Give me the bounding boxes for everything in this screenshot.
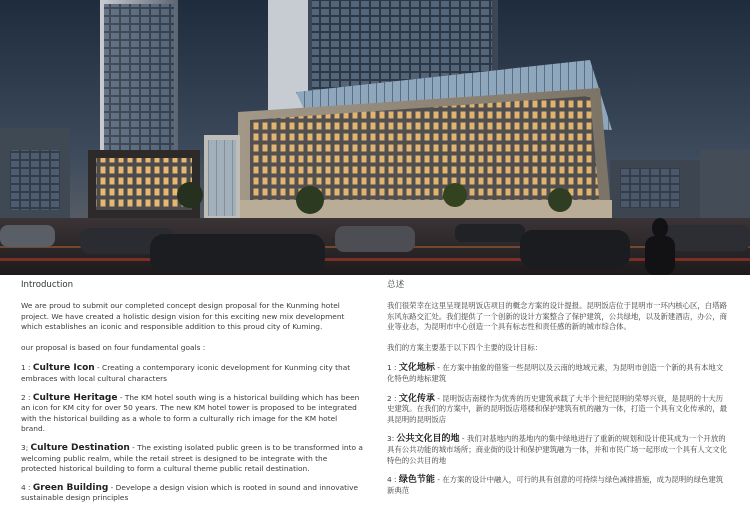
goals-lead: our proposal is based on four fundamental goals : — [21, 342, 206, 352]
goal-text: - 在方案中抽象的借鉴一些昆明以及云南的地域元素，为昆明市创造一个新的具有本地文化特色的地标建筑 — [387, 363, 724, 383]
intro-paragraph-cn: 我们很荣幸在这里呈现昆明饭店项目的概念方案的设计提报。昆明饭店位于昆明市一环内核心区，白塔路东风东路交汇处。我们提供了一个创新的设计方案整合了保护建筑，公共绿地，以及新建酒店，办公，商业等业态，为昆明市中心创造一个具有标志性和责任感的新的城市综合体。 — [387, 301, 727, 332]
goal-number: 2 : — [21, 392, 33, 402]
goal-number: 4 : — [21, 482, 33, 492]
goal-title: 文化传承 — [398, 393, 435, 404]
goal-title: 绿色节能 — [398, 475, 435, 486]
goal-text: - The existing isolated public green is to be transformed into a welcoming public realm, while the retail street is designed to be integrate with the protected historical building to form a cultural theme public retail destination. — [21, 442, 363, 474]
goal-text: - 昆明饭店南楼作为优秀的历史建筑承载了大半个世纪昆明的荣辱兴衰，是昆明的十大历史建筑。在我们的方案中，新的昆明饭店塔楼和保护建筑有机的融为一体，打造一个具有文化传承的，最具昆明的昆明饭店 — [387, 393, 727, 424]
goal-item-cn — [387, 434, 729, 466]
goal-item — [21, 363, 363, 384]
goal-item — [21, 483, 363, 504]
goal-item-cn — [387, 363, 729, 384]
intro-heading-cn: 总述 — [387, 280, 405, 290]
goal-number: 2 : — [387, 393, 399, 403]
goal-title: Culture Icon — [32, 363, 95, 374]
goal-text: - 我们对基地内的基地内的集中绿地进行了重新的规划和设计使其成为一个开放的具有公共功能的城市场所；商业街的设计和保护建筑融为一体，并和市民广场一起形成一个具有人文文化特色的公共目的地 — [387, 434, 727, 465]
goal-title: Culture Destination — [30, 442, 130, 453]
goal-number: 4 : — [387, 475, 399, 485]
goal-title: Green Building — [32, 482, 109, 493]
intro-heading: Introduction — [21, 280, 74, 290]
intro-paragraph: We are proud to submit our completed concept design proposal for the Kunming hotel project. We have created a holistic design vision for this exciting new mix development which establishes an iconic and responsible addition to this proud city of Kuming. — [21, 301, 345, 332]
goal-item-cn — [387, 475, 729, 496]
goal-item — [21, 443, 363, 475]
goal-text: - Creating a contemporary iconic development for Kunming city that embraces with local cultural characters — [21, 363, 351, 383]
chinese-column — [387, 279, 729, 505]
english-column — [21, 279, 363, 512]
goal-number: 3; — [21, 442, 31, 452]
goal-number: 3: — [387, 434, 397, 444]
goal-title: Culture Heritage — [32, 392, 118, 403]
goal-number: 1 : — [387, 363, 399, 373]
goal-text: - Develope a design vision which is rooted in sound and innovative sustainable design principles — [21, 482, 358, 503]
goal-number: 1 : — [21, 363, 33, 373]
goal-text: - The KM hotel south wing is a historical building which has been an icon for KM city for over 50 years. The new KM hotel tower is proposed to be integrated with the historical building as a whole to form a culturally rich image for the KM hotel brand. — [21, 392, 360, 434]
goal-text: - 在方案的设计中融入，可行的具有创意的可持续与绿色减排措施，成为昆明的绿色建筑新典范 — [387, 475, 724, 495]
goal-item — [21, 393, 363, 435]
goal-title: 文化地标 — [398, 363, 435, 374]
goals-lead-cn: 我们的方案主要基于以下四个主要的设计目标： — [387, 342, 543, 352]
goal-item-cn — [387, 394, 729, 426]
goal-title: 公共文化目的地 — [396, 434, 460, 445]
